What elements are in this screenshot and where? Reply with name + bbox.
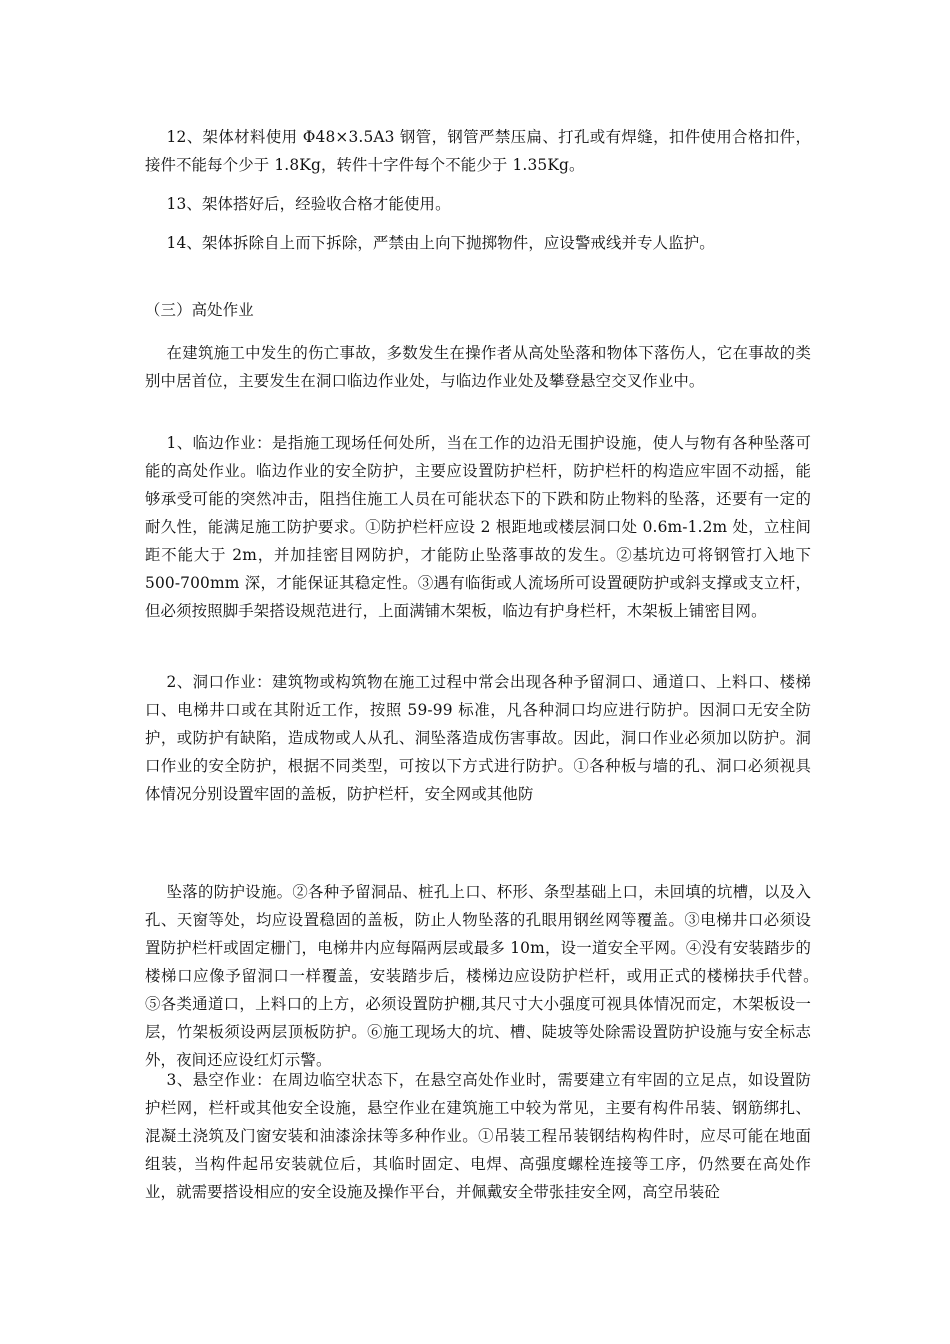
- paragraph-intro-high-work: 在建筑施工中发生的伤亡事故，多数发生在操作者从高处坠落和物体下落伤人，它在事故的类别中居首位，主要发生在洞口临边作业处，与临边作业处及攀登悬空交叉作业中。: [145, 344, 811, 390]
- paragraph-edge-work: 1、临边作业：是指施工现场任何处所，当在工作的边沿无围护设施，使人与物有各种坠落可能的高处作业。临边作业的安全防护，主要应设置防护栏杆，防护栏杆的构造应牢固不动摇，能够承受可能的突然冲击，阻挡住施工人员在可能状态下的下跌和防止物料的坠落，还要有一定的耐久性，能满足施工防护要求。①防护栏杆应设 2 根距地或楼层洞口处 0.6m-1.2m 处，立柱间距不能大于 2m，并加挂密目网防护，才能防止坠落事故的发生。②基坑边可将钢管打入地下 500-700mm 深，才能保证其稳定性。③遇有临街或人流场所可设置硬防护或斜支撑或支立杆，但必须按照脚手架搭设规范进行，上面满铺木架板，临边有护身栏杆，木架板上铺密目网。: [145, 434, 811, 620]
- paragraph-item-14-dismantling: 14、架体拆除自上而下拆除，严禁由上向下抛掷物件，应设警戒线并专人监护。: [166, 234, 715, 252]
- paragraph-item-13-acceptance: 13、架体搭好后，经验收合格才能使用。: [166, 195, 451, 213]
- section-heading-high-work: （三）高处作业: [145, 301, 254, 319]
- paragraph-opening-work: 2、洞口作业：建筑物或构筑物在施工过程中常会出现各种予留洞口、通道口、上料口、楼梯口、电梯井口或在其附近工作，按照 59-99 标准，凡各种洞口均应进行防护。因洞口无安全防护，或防护有缺陷，造成物或人从孔、洞坠落造成伤害事故。因此，洞口作业必须加以防护。洞口作业的安全防护，根据不同类型，可按以下方式进行防护。①各种板与墙的孔、洞口必须视具体情况分别设置牢固的盖板，防护栏杆，安全网或其他防: [145, 673, 811, 803]
- paragraph-suspended-work: 3、悬空作业：在周边临空状态下，在悬空高处作业时，需要建立有牢固的立足点，如设置防护栏网，栏杆或其他安全设施，悬空作业在建筑施工中较为常见，主要有构件吊装、钢筋绑扎、混凝土浇筑及门窗安装和油漆涂抹等多种作业。①吊装工程吊装钢结构构件时，应尽可能在地面组装，当构件起吊安装就位后，其临时固定、电焊、高强度螺栓连接等工序，仍然要在高处作业，就需要搭设相应的安全设施及操作平台，并佩戴安全带张挂安全网，高空吊装砼: [145, 1071, 811, 1201]
- paragraph-item-12-materials: 12、架体材料使用 Φ48×3.5A3 钢管，钢管严禁压扁、打孔或有焊缝，扣件使用合格扣件，接件不能每个少于 1.8Kg，转件十字件每个不能少于 1.35Kg。: [145, 128, 811, 174]
- paragraph-opening-work-continued: 坠落的防护设施。②各种予留洞品、桩孔上口、杯形、条型基础上口，未回填的坑槽，以及入孔、天窗等处，均应设置稳固的盖板，防止人物坠落的孔眼用钢丝网等覆盖。③电梯井口必须设置防护栏杆或固定栅门，电梯井内应每隔两层或最多 10m，设一道安全平网。④没有安装踏步的楼梯口应像予留洞口一样覆盖，安装踏步后，楼梯边应设防护栏杆，或用正式的楼梯扶手代替。 ⑤各类通道口，上料口的上方，必须设置防护棚,其尺寸大小强度可视具体情况而定，木架板设一层，竹架板须设两层顶板防护。⑥施工现场大的坑、槽、陡坡等处除需设置防护设施与安全标志外，夜间还应设红灯示警。: [145, 883, 827, 1069]
